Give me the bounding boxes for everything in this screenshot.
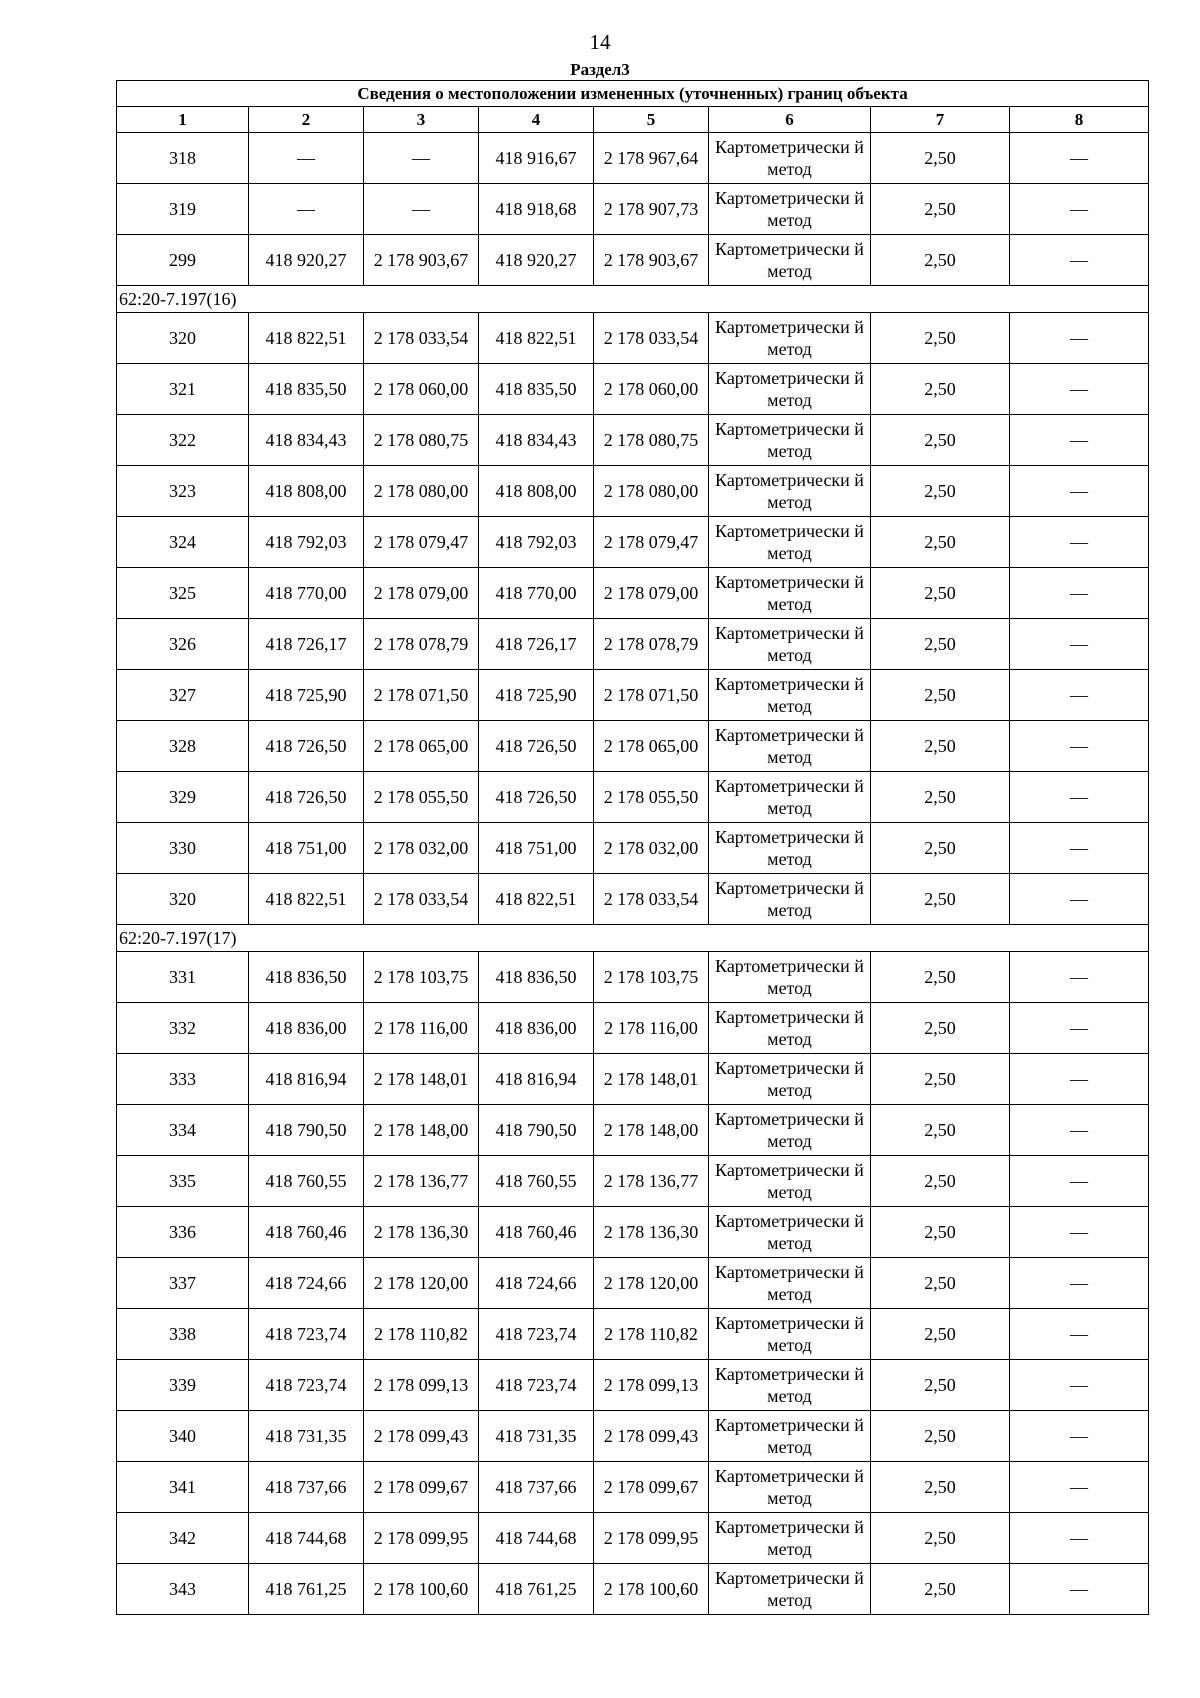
method-cell: Картометрически й метод <box>709 1054 871 1105</box>
existing-x-cell: 418 836,50 <box>249 952 364 1003</box>
description-cell: — <box>1010 1309 1149 1360</box>
point-number-cell: 339 <box>117 1360 249 1411</box>
existing-y-cell: 2 178 110,82 <box>364 1309 479 1360</box>
table-row <box>117 1360 1149 1411</box>
table-row <box>117 1207 1149 1258</box>
new-y-cell: 2 178 078,79 <box>594 619 709 670</box>
new-x-cell: 418 744,68 <box>479 1513 594 1564</box>
new-y-cell: 2 178 907,73 <box>594 184 709 235</box>
point-number-cell: 320 <box>117 874 249 925</box>
accuracy-cell: 2,50 <box>871 1258 1010 1309</box>
new-x-cell: 418 918,68 <box>479 184 594 235</box>
accuracy-cell: 2,50 <box>871 568 1010 619</box>
existing-y-cell: 2 178 055,50 <box>364 772 479 823</box>
table-caption: Сведения о местоположении измененных (уточненных) границ объекта <box>117 81 1149 107</box>
point-number-cell: 338 <box>117 1309 249 1360</box>
column-number-4: 4 <box>479 107 594 133</box>
point-number-cell: 335 <box>117 1156 249 1207</box>
point-number-cell: 340 <box>117 1411 249 1462</box>
table-row <box>117 313 1149 364</box>
accuracy-cell: 2,50 <box>871 1156 1010 1207</box>
point-number-cell: 342 <box>117 1513 249 1564</box>
point-number-cell: 332 <box>117 1003 249 1054</box>
new-x-cell: 418 737,66 <box>479 1462 594 1513</box>
existing-y-cell: 2 178 099,95 <box>364 1513 479 1564</box>
accuracy-cell: 2,50 <box>871 721 1010 772</box>
accuracy-cell: 2,50 <box>871 619 1010 670</box>
new-x-cell: 418 834,43 <box>479 415 594 466</box>
existing-x-cell: — <box>249 133 364 184</box>
table-row <box>117 1411 1149 1462</box>
existing-x-cell: 418 760,55 <box>249 1156 364 1207</box>
accuracy-cell: 2,50 <box>871 184 1010 235</box>
description-cell: — <box>1010 1360 1149 1411</box>
existing-x-cell: 418 835,50 <box>249 364 364 415</box>
description-cell: — <box>1010 1003 1149 1054</box>
existing-y-cell: 2 178 080,75 <box>364 415 479 466</box>
group-label: 62:20-7.197(16) <box>117 286 1149 313</box>
existing-y-cell: 2 178 033,54 <box>364 313 479 364</box>
existing-x-cell: 418 822,51 <box>249 313 364 364</box>
point-number-cell: 318 <box>117 133 249 184</box>
table-row <box>117 721 1149 772</box>
method-cell: Картометрически й метод <box>709 1411 871 1462</box>
description-cell: — <box>1010 1462 1149 1513</box>
description-cell: — <box>1010 721 1149 772</box>
table-row <box>117 874 1149 925</box>
column-number-1: 1 <box>117 107 249 133</box>
new-y-cell: 2 178 136,77 <box>594 1156 709 1207</box>
method-cell: Картометрически й метод <box>709 415 871 466</box>
existing-y-cell: 2 178 032,00 <box>364 823 479 874</box>
new-y-cell: 2 178 103,75 <box>594 952 709 1003</box>
coordinates-table <box>116 80 1149 1615</box>
existing-x-cell: 418 920,27 <box>249 235 364 286</box>
existing-x-cell: 418 723,74 <box>249 1309 364 1360</box>
accuracy-cell: 2,50 <box>871 364 1010 415</box>
table-row <box>117 1258 1149 1309</box>
new-x-cell: 418 808,00 <box>479 466 594 517</box>
description-cell: — <box>1010 1564 1149 1615</box>
table-row <box>117 670 1149 721</box>
point-number-cell: 329 <box>117 772 249 823</box>
new-x-cell: 418 836,50 <box>479 952 594 1003</box>
description-cell: — <box>1010 133 1149 184</box>
existing-y-cell: 2 178 099,13 <box>364 1360 479 1411</box>
new-x-cell: 418 822,51 <box>479 874 594 925</box>
table-row <box>117 1513 1149 1564</box>
column-number-5: 5 <box>594 107 709 133</box>
existing-x-cell: 418 770,00 <box>249 568 364 619</box>
description-cell: — <box>1010 823 1149 874</box>
existing-x-cell: 418 751,00 <box>249 823 364 874</box>
new-y-cell: 2 178 100,60 <box>594 1564 709 1615</box>
column-number-3: 3 <box>364 107 479 133</box>
table-row <box>117 1564 1149 1615</box>
new-y-cell: 2 178 080,00 <box>594 466 709 517</box>
table-row <box>117 1462 1149 1513</box>
new-x-cell: 418 816,94 <box>479 1054 594 1105</box>
existing-x-cell: 418 790,50 <box>249 1105 364 1156</box>
description-cell: — <box>1010 874 1149 925</box>
method-cell: Картометрически й метод <box>709 235 871 286</box>
method-cell: Картометрически й метод <box>709 1462 871 1513</box>
method-cell: Картометрически й метод <box>709 568 871 619</box>
point-number-cell: 326 <box>117 619 249 670</box>
existing-x-cell: 418 834,43 <box>249 415 364 466</box>
new-x-cell: 418 760,46 <box>479 1207 594 1258</box>
existing-y-cell: 2 178 060,00 <box>364 364 479 415</box>
new-y-cell: 2 178 055,50 <box>594 772 709 823</box>
new-x-cell: 418 761,25 <box>479 1564 594 1615</box>
existing-y-cell: 2 178 136,30 <box>364 1207 479 1258</box>
description-cell: — <box>1010 313 1149 364</box>
existing-x-cell: 418 726,17 <box>249 619 364 670</box>
new-y-cell: 2 178 903,67 <box>594 235 709 286</box>
new-x-cell: 418 731,35 <box>479 1411 594 1462</box>
existing-x-cell: 418 726,50 <box>249 721 364 772</box>
method-cell: Картометрически й метод <box>709 670 871 721</box>
description-cell: — <box>1010 772 1149 823</box>
new-x-cell: 418 835,50 <box>479 364 594 415</box>
existing-y-cell: 2 178 120,00 <box>364 1258 479 1309</box>
existing-y-cell: 2 178 071,50 <box>364 670 479 721</box>
existing-x-cell: 418 723,74 <box>249 1360 364 1411</box>
new-y-cell: 2 178 033,54 <box>594 313 709 364</box>
table-row <box>117 1003 1149 1054</box>
existing-y-cell: 2 178 033,54 <box>364 874 479 925</box>
column-number-2: 2 <box>249 107 364 133</box>
accuracy-cell: 2,50 <box>871 1207 1010 1258</box>
method-cell: Картометрически й метод <box>709 619 871 670</box>
description-cell: — <box>1010 415 1149 466</box>
new-y-cell: 2 178 079,47 <box>594 517 709 568</box>
accuracy-cell: 2,50 <box>871 1411 1010 1462</box>
new-x-cell: 418 751,00 <box>479 823 594 874</box>
description-cell: — <box>1010 568 1149 619</box>
existing-y-cell: 2 178 080,00 <box>364 466 479 517</box>
existing-y-cell: 2 178 116,00 <box>364 1003 479 1054</box>
accuracy-cell: 2,50 <box>871 133 1010 184</box>
existing-x-cell: 418 836,00 <box>249 1003 364 1054</box>
existing-y-cell: 2 178 099,67 <box>364 1462 479 1513</box>
existing-x-cell: 418 816,94 <box>249 1054 364 1105</box>
method-cell: Картометрически й метод <box>709 1156 871 1207</box>
existing-y-cell: 2 178 103,75 <box>364 952 479 1003</box>
method-cell: Картометрически й метод <box>709 313 871 364</box>
point-number-cell: 322 <box>117 415 249 466</box>
new-y-cell: 2 178 071,50 <box>594 670 709 721</box>
new-x-cell: 418 724,66 <box>479 1258 594 1309</box>
existing-x-cell: 418 724,66 <box>249 1258 364 1309</box>
table-row <box>117 184 1149 235</box>
existing-x-cell: 418 792,03 <box>249 517 364 568</box>
point-number-cell: 319 <box>117 184 249 235</box>
existing-y-cell: 2 178 136,77 <box>364 1156 479 1207</box>
accuracy-cell: 2,50 <box>871 1564 1010 1615</box>
existing-y-cell: — <box>364 133 479 184</box>
description-cell: — <box>1010 466 1149 517</box>
point-number-cell: 325 <box>117 568 249 619</box>
description-cell: — <box>1010 1207 1149 1258</box>
accuracy-cell: 2,50 <box>871 1003 1010 1054</box>
existing-y-cell: 2 178 148,00 <box>364 1105 479 1156</box>
column-number-6: 6 <box>709 107 871 133</box>
method-cell: Картометрически й метод <box>709 1258 871 1309</box>
description-cell: — <box>1010 670 1149 721</box>
existing-x-cell: 418 761,25 <box>249 1564 364 1615</box>
accuracy-cell: 2,50 <box>871 313 1010 364</box>
existing-y-cell: 2 178 099,43 <box>364 1411 479 1462</box>
existing-y-cell: 2 178 078,79 <box>364 619 479 670</box>
accuracy-cell: 2,50 <box>871 952 1010 1003</box>
table-row <box>117 364 1149 415</box>
existing-x-cell: 418 737,66 <box>249 1462 364 1513</box>
method-cell: Картометрически й метод <box>709 721 871 772</box>
accuracy-cell: 2,50 <box>871 466 1010 517</box>
method-cell: Картометрически й метод <box>709 1105 871 1156</box>
new-x-cell: 418 723,74 <box>479 1309 594 1360</box>
new-x-cell: 418 770,00 <box>479 568 594 619</box>
new-y-cell: 2 178 120,00 <box>594 1258 709 1309</box>
accuracy-cell: 2,50 <box>871 1309 1010 1360</box>
method-cell: Картометрически й метод <box>709 1513 871 1564</box>
existing-y-cell: 2 178 079,00 <box>364 568 479 619</box>
table-row <box>117 568 1149 619</box>
description-cell: — <box>1010 1105 1149 1156</box>
existing-y-cell: 2 178 100,60 <box>364 1564 479 1615</box>
new-y-cell: 2 178 060,00 <box>594 364 709 415</box>
new-x-cell: 418 836,00 <box>479 1003 594 1054</box>
new-y-cell: 2 178 079,00 <box>594 568 709 619</box>
table-row <box>117 1156 1149 1207</box>
group-header-row <box>117 286 1149 313</box>
point-number-cell: 341 <box>117 1462 249 1513</box>
accuracy-cell: 2,50 <box>871 517 1010 568</box>
description-cell: — <box>1010 184 1149 235</box>
table-row <box>117 517 1149 568</box>
group-header-row <box>117 925 1149 952</box>
existing-x-cell: 418 744,68 <box>249 1513 364 1564</box>
method-cell: Картометрически й метод <box>709 1309 871 1360</box>
method-cell: Картометрически й метод <box>709 133 871 184</box>
description-cell: — <box>1010 952 1149 1003</box>
new-y-cell: 2 178 032,00 <box>594 823 709 874</box>
description-cell: — <box>1010 517 1149 568</box>
new-x-cell: 418 790,50 <box>479 1105 594 1156</box>
method-cell: Картометрически й метод <box>709 466 871 517</box>
new-x-cell: 418 726,50 <box>479 721 594 772</box>
point-number-cell: 333 <box>117 1054 249 1105</box>
new-x-cell: 418 916,67 <box>479 133 594 184</box>
existing-x-cell: 418 726,50 <box>249 772 364 823</box>
method-cell: Картометрически й метод <box>709 874 871 925</box>
new-x-cell: 418 822,51 <box>479 313 594 364</box>
method-cell: Картометрически й метод <box>709 823 871 874</box>
point-number-cell: 321 <box>117 364 249 415</box>
description-cell: — <box>1010 619 1149 670</box>
table-row <box>117 952 1149 1003</box>
method-cell: Картометрически й метод <box>709 1360 871 1411</box>
table-row <box>117 823 1149 874</box>
point-number-cell: 324 <box>117 517 249 568</box>
method-cell: Картометрически й метод <box>709 517 871 568</box>
description-cell: — <box>1010 1156 1149 1207</box>
section-title: Раздел3 <box>570 60 630 79</box>
accuracy-cell: 2,50 <box>871 1360 1010 1411</box>
description-cell: — <box>1010 1513 1149 1564</box>
new-y-cell: 2 178 099,43 <box>594 1411 709 1462</box>
point-number-cell: 299 <box>117 235 249 286</box>
new-y-cell: 2 178 099,13 <box>594 1360 709 1411</box>
existing-y-cell: 2 178 903,67 <box>364 235 479 286</box>
new-y-cell: 2 178 110,82 <box>594 1309 709 1360</box>
new-y-cell: 2 178 033,54 <box>594 874 709 925</box>
table-row <box>117 415 1149 466</box>
table-row <box>117 466 1149 517</box>
new-x-cell: 418 920,27 <box>479 235 594 286</box>
new-y-cell: 2 178 136,30 <box>594 1207 709 1258</box>
new-x-cell: 418 726,50 <box>479 772 594 823</box>
point-number-cell: 328 <box>117 721 249 772</box>
new-y-cell: 2 178 148,01 <box>594 1054 709 1105</box>
new-y-cell: 2 178 116,00 <box>594 1003 709 1054</box>
accuracy-cell: 2,50 <box>871 670 1010 721</box>
point-number-cell: 343 <box>117 1564 249 1615</box>
existing-x-cell: 418 808,00 <box>249 466 364 517</box>
page-number: 14 <box>589 30 611 54</box>
accuracy-cell: 2,50 <box>871 1054 1010 1105</box>
table-row <box>117 1309 1149 1360</box>
new-x-cell: 418 792,03 <box>479 517 594 568</box>
new-x-cell: 418 723,74 <box>479 1360 594 1411</box>
table-body <box>117 133 1149 1615</box>
point-number-cell: 330 <box>117 823 249 874</box>
new-x-cell: 418 726,17 <box>479 619 594 670</box>
existing-y-cell: 2 178 148,01 <box>364 1054 479 1105</box>
table-row <box>117 133 1149 184</box>
existing-y-cell: 2 178 079,47 <box>364 517 479 568</box>
method-cell: Картометрически й метод <box>709 952 871 1003</box>
method-cell: Картометрически й метод <box>709 1564 871 1615</box>
new-y-cell: 2 178 099,95 <box>594 1513 709 1564</box>
point-number-cell: 336 <box>117 1207 249 1258</box>
point-number-cell: 327 <box>117 670 249 721</box>
new-y-cell: 2 178 967,64 <box>594 133 709 184</box>
accuracy-cell: 2,50 <box>871 823 1010 874</box>
point-number-cell: 331 <box>117 952 249 1003</box>
existing-y-cell: — <box>364 184 479 235</box>
new-x-cell: 418 760,55 <box>479 1156 594 1207</box>
existing-x-cell: 418 760,46 <box>249 1207 364 1258</box>
method-cell: Картометрически й метод <box>709 1207 871 1258</box>
accuracy-cell: 2,50 <box>871 415 1010 466</box>
accuracy-cell: 2,50 <box>871 772 1010 823</box>
method-cell: Картометрически й метод <box>709 1003 871 1054</box>
description-cell: — <box>1010 1054 1149 1105</box>
existing-x-cell: 418 822,51 <box>249 874 364 925</box>
method-cell: Картометрически й метод <box>709 364 871 415</box>
accuracy-cell: 2,50 <box>871 1513 1010 1564</box>
point-number-cell: 334 <box>117 1105 249 1156</box>
accuracy-cell: 2,50 <box>871 874 1010 925</box>
description-cell: — <box>1010 235 1149 286</box>
table-row <box>117 235 1149 286</box>
accuracy-cell: 2,50 <box>871 1105 1010 1156</box>
new-y-cell: 2 178 065,00 <box>594 721 709 772</box>
table-row <box>117 1105 1149 1156</box>
point-number-cell: 320 <box>117 313 249 364</box>
group-label: 62:20-7.197(17) <box>117 925 1149 952</box>
new-x-cell: 418 725,90 <box>479 670 594 721</box>
existing-x-cell: 418 725,90 <box>249 670 364 721</box>
new-y-cell: 2 178 080,75 <box>594 415 709 466</box>
new-y-cell: 2 178 099,67 <box>594 1462 709 1513</box>
point-number-cell: 323 <box>117 466 249 517</box>
new-y-cell: 2 178 148,00 <box>594 1105 709 1156</box>
method-cell: Картометрически й метод <box>709 772 871 823</box>
existing-y-cell: 2 178 065,00 <box>364 721 479 772</box>
existing-x-cell: 418 731,35 <box>249 1411 364 1462</box>
accuracy-cell: 2,50 <box>871 1462 1010 1513</box>
table-row <box>117 772 1149 823</box>
description-cell: — <box>1010 1411 1149 1462</box>
column-number-7: 7 <box>871 107 1010 133</box>
existing-x-cell: — <box>249 184 364 235</box>
table-row <box>117 1054 1149 1105</box>
description-cell: — <box>1010 1258 1149 1309</box>
accuracy-cell: 2,50 <box>871 235 1010 286</box>
table-row <box>117 619 1149 670</box>
description-cell: — <box>1010 364 1149 415</box>
method-cell: Картометрически й метод <box>709 184 871 235</box>
column-number-8: 8 <box>1010 107 1149 133</box>
point-number-cell: 337 <box>117 1258 249 1309</box>
column-number-row <box>117 107 1149 133</box>
